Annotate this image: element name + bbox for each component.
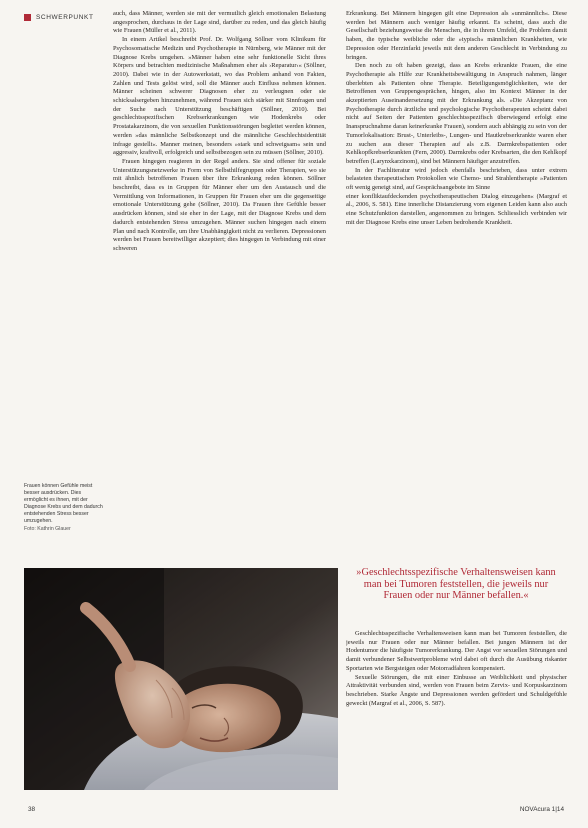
paragraph: In der Fachliteratur wird jedoch ebenfalls beschrieben, dass unter extrem belasteten therapeutischen Protokollen wie Chemo- und Strahlentherapie »Patienten oft wenig geneigt sind, auf Gesprächsangebote im Sinne: [346, 166, 567, 192]
article-column-1: [113, 10, 326, 562]
section-header: [24, 10, 94, 24]
paragraph: Geschlechtsspezifische Verhaltensweisen kann man bei Tumoren feststellen, die jeweils nur Frauen oder nur Männer befallen. Bei jungen Männern ist der Hodentumor die häufigste Tumorerkrankung. Der Angst vor sexuellen Störungen und damit verbundener Selbstwertprobleme wird dabei oft durch die Ausübung riskanter Sportarten wie Bergsteigen oder Motorradfahren kompensiert.: [346, 630, 567, 672]
page-number: 38: [28, 806, 36, 813]
paragraph: auch, dass Männer, werden sie mit der vermutlich gleich emotionalen Belastung angesprochen, durchaus in der Lage sind, darüber zu reden, und das gleich häufig wie Frauen (Müller et al., 2011).: [113, 10, 326, 35]
article-column-3: [346, 630, 567, 804]
paragraph: In einem Artikel beschreibt Prof. Dr. Wolfgang Söllner vom Klinikum für Psychosomatische Medizin und Psychotherapie in Nürnberg, wie Männer mit der Diagnose Krebs umgehen. »Männer haben eine sehr funktionelle Sicht ihres Körpers und betrachten medizinische Maßnahmen eher als ›Reparatur‹« (Söllner, 2010). Dabei wie in der Autowerkstatt, wo das Problem anhand von Fakten, Zahlen und Tests gelöst wird, soll die Männer auch Einfluss nehmen können. Männer scheinen schwerer Diagnosen eher zu verleugnen oder sie schicksalsergeben hinzunehmen, während Frauen sich stärker mit Sinnfragen und der Suche nach Unterstützung beschäftigen (Söllner, 2010). Bei geschlechtsspezifischen Krebserkrankungen wie Hodenkrebs oder Prostatakarzinom, die von sexuellen Funktionsstörungen begleitet werden können, werden »das männliche Selbstkonzept und die männliche Geschlechtsidentität infrage gestellt«. Manner meinen, besonders »stark und schweigsam« sein und aggressiv, kraftvoll, erfolgreich und selbstbezogen sein zu müssen (Söllner, 2010).: [113, 36, 326, 157]
article-column-2: [346, 10, 567, 566]
photo-caption: [24, 483, 104, 533]
paragraph: Sexuelle Störungen, die mit einer Einbusse an Weiblichkeit und physischer Attraktivität verbunden sind, werden von Frauen beim Zervix- und Korpuskarzinom beschrieben. Starke Ängste und Depressionen werden gefördert und Schuldgefühle geweckt (Margraf et al., 2006, S. 587).: [346, 673, 567, 707]
issue-label: NOVAcura 1|14: [519, 806, 564, 813]
paragraph: einer konfliktaufdeckenden psychotherapeutischen Dialog einzugehen« (Margraf et al., 2006, S. 581). Eine innerliche Distanzierung vom eigenen Leiden kann also auch eine Schutzfunktion darstellen, angenommen zu bringen. Schliesslich verbinden wir mit der Diagnose Krebs eine unser Leben bedrohende Krankheit.: [346, 192, 567, 226]
woman-with-hand-on-face-photo-icon: [24, 568, 338, 790]
section-label: SCHWERPUNKT: [36, 13, 94, 21]
photo-credit: Foto: Kathrin Glauer: [24, 526, 71, 532]
caption-text: Frauen können Gefühle meist besser ausdrücken. Dies ermöglicht es ihnen, mit der Diagnose Krebs und dem dadurch entstehenden Stress besser umzugehen.: [24, 483, 103, 524]
article-photo: [24, 568, 338, 790]
paragraph: Frauen hingegen reagieren in der Regel anders. Sie sind offener für soziale Unterstützungsnetzwerke in Form von Selbsthilfegruppen oder Therapien, wo sie mit ähnlich betroffenen Frauen über ihre Erkrankung reden können. Söllner beschreibt, dass es in Gruppen für Männer eher um den Austausch und die Vermittlung von Informationen, in Gruppen für Frauen eher um die gegenseitige emotionale Unterstützung gehe (Söllner, 2010). Da Frauen ihre Gefühle besser ausdrücken können, sind sie eher in der Lage, mit der Diagnose Krebs und dem dadurch entstehenden Stress umzugehen. Männer suchen hingegen nach einem Plan und nach Kontrolle, um ihre Unabhängigkeit nicht zu verlieren. Depressionen werden bei Frauen bereitwilliger akzeptiert; dies hingegen in Verbindung mit einer schweren: [113, 157, 326, 252]
paragraph: Erkrankung. Bei Männern hingegen gilt eine Depression als »unmännlich«. Diese werden bei Männern auch weniger häufig erkannt. Es scheint, dass auch die Gesellschaft beziehungsweise die Menschen, die in ihrem Umfeld, die Problem damit haben, die typische weibliche oder die »typisch« männlichen Krankheiten, wie Depression oder Herzinfarkt jeweils mit dem anderen Geschlecht in Verbindung zu bringen.: [346, 10, 567, 61]
paragraph: Den noch zu oft haben gezeigt, dass an Krebs erkrankte Frauen, die eine Psychotherapie als Hilfe zur Krankheitsbewältigung in Anspruch nahmen, länger überlebten als Patienten ohne Therapie. Beteiligungsmöglichkeiten, wie der Betroffenen von Gruppengesprächen, hingen, also im Kontext Männer in der akzeptierten Auseinandersetzung mit der Erkrankung als. »Die Akzeptanz von Psychotherapie durch ärztliche und psychologische Psychotherapeuten scheint dabei nicht auf Seiten der Patienten geschlechtsspezifisch überwiegend erfolgt eine Inanspruchnahme daran keinerkranke Frauen), sondern auch abhängig zu sein von der Tumorlokalisation: Brust-, Unterleibs-, Lungen- und Hautkrebserkrankte waren eher zu suchen aus dieser Therapien auf als z.B. Darmkrebspatienten oder Kehlkopfkrebserkrankten (Fern, 2000). Darmkrebs oder Krebsarten, die den Kehlkopf betreffen (Larynxkarzinom), sind bei Männern häufiger anzutreffen.: [346, 62, 567, 165]
pull-quote: »Geschlechtsspezifische Verhaltensweisen kann man bei Tumoren feststellen, die jeweils nur Frauen oder nur Männer befallen.«: [356, 567, 556, 602]
section-marker-square-icon: [24, 14, 31, 21]
